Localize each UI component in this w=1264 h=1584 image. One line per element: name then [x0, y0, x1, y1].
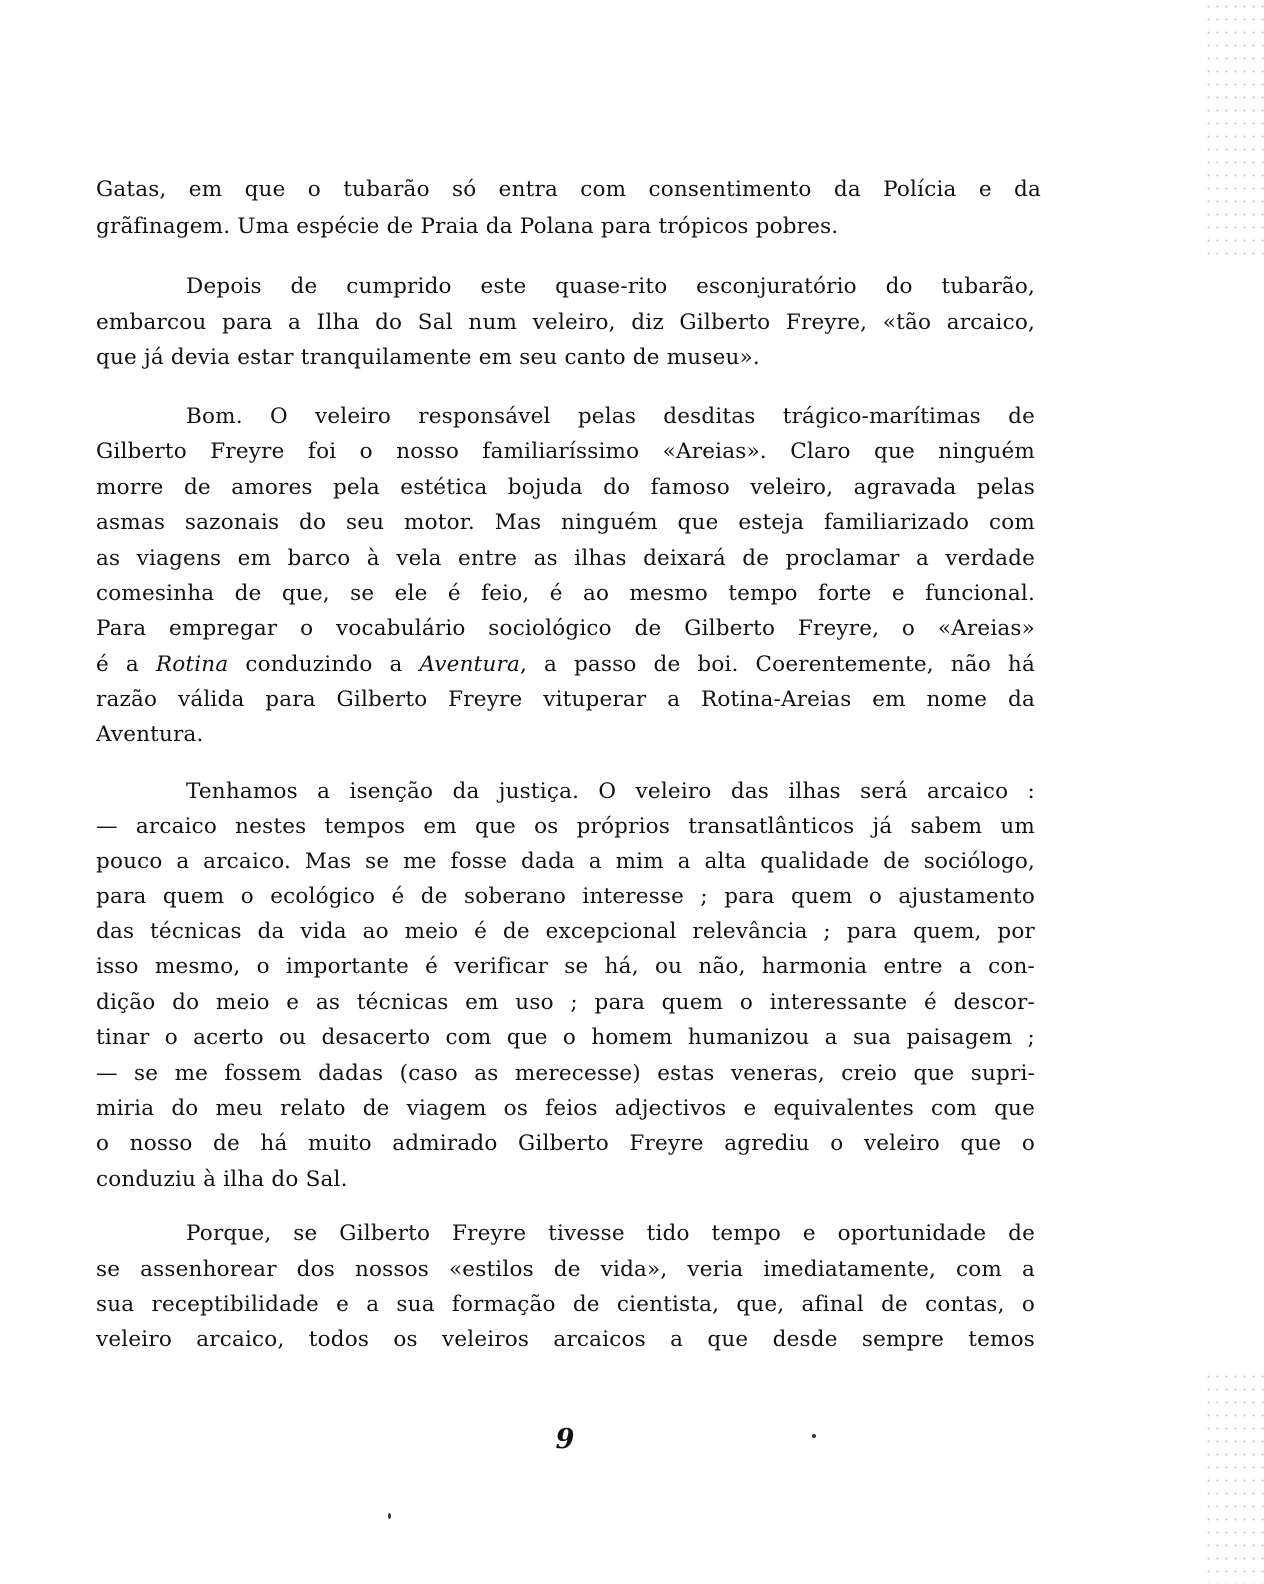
text-line: isso mesmo, o importante é verificar se há, ou não, harmonia entre a con- — [96, 954, 1035, 979]
text-line: Bom. O veleiro responsável pelas desditas trágico-marítimas de — [186, 404, 1035, 429]
text-span: é a — [96, 652, 156, 677]
text-line: as viagens em barco à vela entre as ilhas deixará de proclamar a verdade — [96, 546, 1035, 571]
text-line: razão válida para Gilberto Freyre vituperar a Rotina-Areias em nome da — [96, 687, 1035, 712]
text-line: Para empregar o vocabulário sociológico de Gilberto Freyre, o «Areias» — [96, 616, 1035, 641]
text-line: Depois de cumprido este quase-rito esconjuratório do tubarão, — [186, 274, 1035, 299]
scan-speck — [388, 1513, 391, 1519]
text-line: das técnicas da vida ao meio é de excepcional relevância ; para quem, por — [96, 919, 1035, 944]
text-line: Gilberto Freyre foi o nosso familiaríssimo «Areias». Claro que ninguém — [96, 439, 1035, 464]
text-line: Tenhamos a isenção da justiça. O veleiro das ilhas será arcaico : — [186, 779, 1035, 804]
text-line: — arcaico nestes tempos em que os próprios transatlânticos já sabem um — [96, 814, 1035, 839]
text-line: para quem o ecológico é de soberano interesse ; para quem o ajustamento — [96, 884, 1035, 909]
text-span: , a passo de boi. Coerentemente, não há — [520, 652, 1035, 677]
text-line: dição do meio e as técnicas em uso ; para quem o interessante é descor- — [96, 990, 1035, 1015]
text-line: embarcou para a Ilha do Sal num veleiro, diz Gilberto Freyre, «tão arcaico, — [96, 310, 1035, 335]
text-line: grãfinagem. Uma espécie de Praia da Polana para trópicos pobres. — [96, 214, 839, 239]
page-number: 9 — [555, 1424, 575, 1455]
text-line: Aventura. — [96, 722, 204, 747]
text-line: miria do meu relato de viagem os feios adjectivos e equivalentes com que — [96, 1096, 1035, 1121]
text-line: Porque, se Gilberto Freyre tivesse tido tempo e oportunidade de — [186, 1221, 1035, 1246]
text-line: pouco a arcaico. Mas se me fosse dada a mim a alta qualidade de sociólogo, — [96, 849, 1035, 874]
scan-edge-noise — [1204, 0, 1264, 260]
text-span: conduzindo a — [228, 652, 420, 677]
text-line: — se me fossem dadas (caso as merecesse) estas veneras, creio que supri- — [96, 1061, 1035, 1086]
text-line: comesinha de que, se ele é feio, é ao mesmo tempo forte e funcional. — [96, 581, 1035, 606]
scan-edge-noise — [1204, 1370, 1264, 1584]
text-line — [96, 648, 1035, 682]
scan-speck — [812, 1434, 816, 1438]
text-line: morre de amores pela estética bojuda do famoso veleiro, agravada pelas — [96, 475, 1035, 500]
text-line: asmas sazonais do seu motor. Mas ninguém que esteja familiarizado com — [96, 510, 1035, 535]
text-line: que já devia estar tranquilamente em seu canto de museu». — [96, 345, 760, 370]
text-line: tinar o acerto ou desacerto com que o homem humanizou a sua paisagem ; — [96, 1025, 1035, 1050]
text-line: veleiro arcaico, todos os veleiros arcaicos a que desde sempre temos — [96, 1327, 1035, 1352]
italic-term: Rotina — [155, 652, 229, 677]
text-line: Gatas, em que o tubarão só entra com consentimento da Polícia e da — [96, 177, 1041, 202]
text-line: se assenhorear dos nossos «estilos de vida», veria imediatamente, com a — [96, 1257, 1035, 1282]
text-line: conduziu à ilha do Sal. — [96, 1167, 348, 1192]
text-line: sua receptibilidade e a sua formação de cientista, que, afinal de contas, o — [96, 1292, 1035, 1317]
italic-term: Aventura — [419, 652, 521, 677]
text-line: o nosso de há muito admirado Gilberto Freyre agrediu o veleiro que o — [96, 1131, 1035, 1156]
